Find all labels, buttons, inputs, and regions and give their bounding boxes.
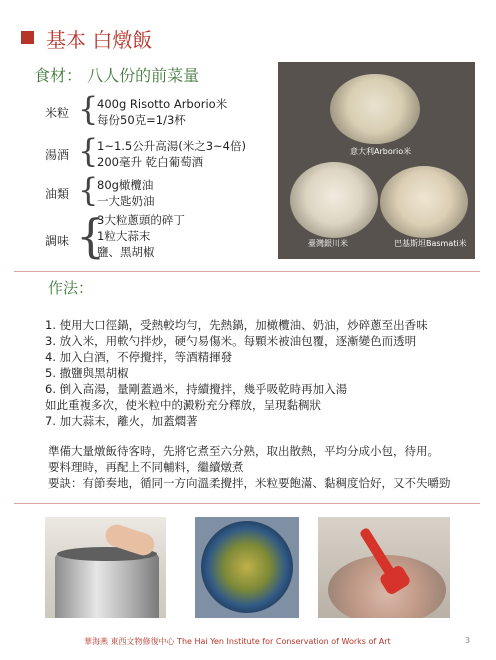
- page-title: 基本 白燉飯: [46, 28, 153, 52]
- method-note: 準備大量燉飯待客時，先將它煮至六分熟，取出散熱，平均分成小包，待用。: [48, 444, 439, 458]
- pan-oil-photo: [195, 517, 299, 618]
- method-step: 7. 加大蒜末，離火，加蓋燜著: [45, 414, 198, 428]
- basmati-rice-pile: [380, 166, 468, 238]
- ingredient-item: 400g Risotto Arborio米: [97, 97, 228, 111]
- brace: {: [78, 132, 99, 170]
- rice-varieties-photo: [278, 62, 475, 259]
- ingredients-heading: 食材： 八人份的前菜量: [34, 66, 200, 85]
- ingredient-item: 每份50克=1/3杯: [97, 113, 186, 127]
- section-divider: [14, 271, 480, 272]
- method-note: 要料理時，再配上不同輔料，繼續燉煮: [48, 460, 244, 474]
- ingredient-item: 1粒大蒜末: [97, 229, 151, 243]
- ingredient-category-seasoning: 調味: [45, 234, 70, 248]
- method-step: 4. 加入白酒，不停攪拌，等酒精揮發: [45, 350, 233, 364]
- rice-caption-basmati: 巴基斯坦Basmati米: [394, 239, 467, 248]
- page-number: 3: [465, 636, 471, 645]
- title-bullet: [21, 31, 34, 44]
- taiwan-rice-pile: [290, 162, 378, 238]
- stirring-onion-photo: [318, 517, 450, 618]
- arborio-rice-pile: [330, 74, 420, 144]
- ingredient-item: 一大匙奶油: [97, 194, 155, 208]
- method-step: 1. 使用大口徑鍋，受熱較均勻，先熱鍋，加橄欖油、奶油，炒碎蔥至出香味: [45, 318, 428, 332]
- ingredient-item: 鹽、黑胡椒: [97, 245, 155, 259]
- rice-caption-taiwan: 臺灣銀川米: [308, 239, 348, 248]
- pot-shape: [55, 553, 159, 618]
- ingredient-item: 200毫升 乾白葡萄酒: [97, 155, 204, 169]
- footer-text: 華海燕 東西文物修復中心 The Hai Yen Institute for Conservation of Works of Art: [84, 637, 391, 646]
- ingredient-item: 1~1.5公升高湯(米之3~4倍): [97, 139, 246, 153]
- ingredient-category-oil: 油類: [45, 187, 70, 201]
- rice-caption-arborio: 意大利Arborio米: [350, 147, 412, 156]
- method-step: 如此重複多次，使米粒中的澱粉充分釋放，呈現黏稠狀: [45, 398, 321, 412]
- section-divider: [14, 503, 480, 504]
- ingredient-category-rice: 米粒: [45, 106, 70, 120]
- brace: {: [78, 171, 99, 209]
- brace: {: [78, 90, 99, 128]
- ingredient-item: 3大粒蔥頭的碎丁: [97, 213, 185, 227]
- pot-heating-photo: [45, 517, 166, 618]
- ingredient-category-stock-wine: 湯酒: [45, 148, 70, 162]
- brace: {: [76, 209, 106, 263]
- method-step: 6. 倒入高湯，量剛蓋過米，持續攪拌，幾乎吸乾時再加入湯: [45, 382, 348, 396]
- ingredient-item: 80g橄欖油: [97, 178, 154, 192]
- method-heading: 作法：: [48, 279, 94, 297]
- method-step: 5. 撒鹽與黑胡椒: [45, 366, 129, 380]
- method-step: 3. 放入米，用軟勺拌炒，硬勺易傷米。每顆米被油包覆，逐漸變色而透明: [45, 334, 417, 348]
- method-note: 要訣：有節奏地，循同一方向溫柔攪拌，米粒要飽滿、黏稠度恰好，又不失嚼勁: [48, 476, 451, 490]
- pan-shape: [201, 521, 293, 613]
